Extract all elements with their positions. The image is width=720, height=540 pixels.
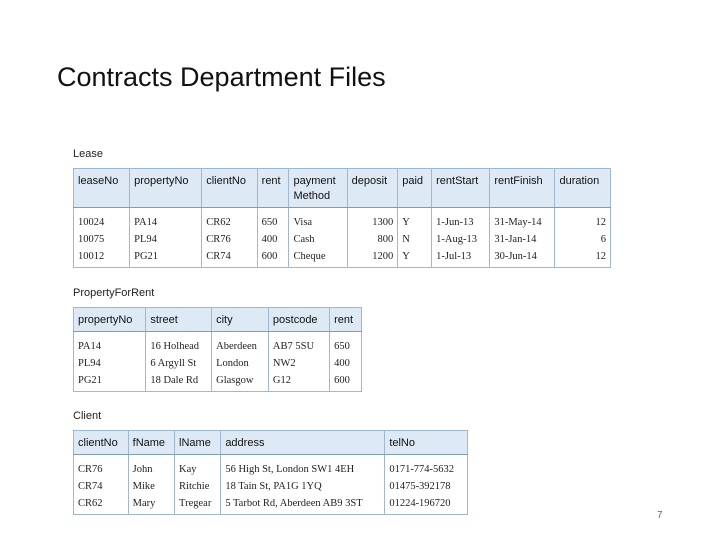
table-cell: 10024 bbox=[74, 208, 130, 232]
table-row bbox=[74, 455, 468, 479]
page-number: 7 bbox=[657, 510, 663, 521]
table-cell: 1-Jun-13 bbox=[432, 208, 490, 232]
table-cell: 0171-774-5632 bbox=[385, 455, 468, 479]
table-cell: 01475-392178 bbox=[385, 478, 468, 495]
col-header-payment-line1: payment bbox=[293, 175, 336, 187]
col-header-leaseno: leaseNo bbox=[74, 169, 130, 208]
table-row bbox=[74, 231, 611, 248]
table-cell: 600 bbox=[257, 248, 289, 268]
table-cell: CR62 bbox=[202, 208, 257, 232]
table-cell: 12 bbox=[555, 208, 611, 232]
lease-table bbox=[73, 168, 611, 268]
table-cell: Y bbox=[398, 248, 432, 268]
col-header-paid: paid bbox=[398, 169, 432, 208]
table-cell: PL94 bbox=[74, 355, 146, 372]
table-cell: 1200 bbox=[347, 248, 398, 268]
table-cell: 18 Tain St, PA1G 1YQ bbox=[221, 478, 385, 495]
table-cell: CR76 bbox=[202, 231, 257, 248]
table-cell: 5 Tarbot Rd, Aberdeen AB9 3ST bbox=[221, 495, 385, 515]
table-cell: Tregear bbox=[175, 495, 221, 515]
table-cell: Glasgow bbox=[212, 372, 269, 392]
table-cell: G12 bbox=[268, 372, 329, 392]
table-cell: CR74 bbox=[74, 478, 129, 495]
table-cell: 1300 bbox=[347, 208, 398, 232]
client-header-row bbox=[74, 431, 468, 455]
table-cell: CR62 bbox=[74, 495, 129, 515]
col-header-telno: telNo bbox=[385, 431, 468, 455]
table-cell: 1-Jul-13 bbox=[432, 248, 490, 268]
col-header-payment-line2: Method bbox=[293, 190, 331, 202]
table-cell: 6 bbox=[555, 231, 611, 248]
property-for-rent-table bbox=[73, 307, 362, 392]
table-cell: 56 High St, London SW1 4EH bbox=[221, 455, 385, 479]
table-cell: NW2 bbox=[268, 355, 329, 372]
table-cell: 6 Argyll St bbox=[146, 355, 212, 372]
slide-title: Contracts Department Files bbox=[57, 62, 386, 92]
col-header-deposit: deposit bbox=[347, 169, 398, 208]
table-cell: Aberdeen bbox=[212, 332, 269, 356]
col-header-rent: rent bbox=[330, 308, 362, 332]
col-header-fname: fName bbox=[128, 431, 174, 455]
table-cell: 31-Jan-14 bbox=[490, 231, 555, 248]
client-table-label: Client bbox=[73, 410, 102, 422]
table-cell: John bbox=[128, 455, 174, 479]
col-header-rentstart: rentStart bbox=[432, 169, 490, 208]
col-header-address: address bbox=[221, 431, 385, 455]
table-cell: 400 bbox=[257, 231, 289, 248]
col-header-clientno: clientNo bbox=[74, 431, 129, 455]
col-header-city: city bbox=[212, 308, 269, 332]
table-cell: 800 bbox=[347, 231, 398, 248]
table-row bbox=[74, 372, 362, 392]
table-row bbox=[74, 495, 468, 515]
table-cell: CR74 bbox=[202, 248, 257, 268]
table-cell: PL94 bbox=[130, 231, 202, 248]
col-header-payment-method bbox=[289, 169, 347, 208]
table-cell: N bbox=[398, 231, 432, 248]
property-for-rent-table-label: PropertyForRent bbox=[73, 287, 155, 299]
table-cell: 31-May-14 bbox=[490, 208, 555, 232]
table-cell: 1-Aug-13 bbox=[432, 231, 490, 248]
table-cell: London bbox=[212, 355, 269, 372]
table-cell: 01224-196720 bbox=[385, 495, 468, 515]
table-cell: Y bbox=[398, 208, 432, 232]
table-cell: Kay bbox=[175, 455, 221, 479]
table-cell: AB7 5SU bbox=[268, 332, 329, 356]
table-cell: Visa bbox=[289, 208, 347, 232]
property-header-row bbox=[74, 308, 362, 332]
table-cell: 650 bbox=[330, 332, 362, 356]
table-cell: 30-Jun-14 bbox=[490, 248, 555, 268]
table-cell: CR76 bbox=[74, 455, 129, 479]
col-header-duration: duration bbox=[555, 169, 611, 208]
col-header-rent: rent bbox=[257, 169, 289, 208]
table-cell: 10075 bbox=[74, 231, 130, 248]
col-header-propertyno: propertyNo bbox=[130, 169, 202, 208]
col-header-clientno: clientNo bbox=[202, 169, 257, 208]
col-header-rentfinish: rentFinish bbox=[490, 169, 555, 208]
table-cell: 16 Holhead bbox=[146, 332, 212, 356]
table-cell: PA14 bbox=[130, 208, 202, 232]
table-cell: 10012 bbox=[74, 248, 130, 268]
table-cell: 600 bbox=[330, 372, 362, 392]
table-cell: Cash bbox=[289, 231, 347, 248]
table-row bbox=[74, 355, 362, 372]
table-row bbox=[74, 478, 468, 495]
table-row bbox=[74, 248, 611, 268]
table-row bbox=[74, 332, 362, 356]
table-cell: 650 bbox=[257, 208, 289, 232]
table-cell: 18 Dale Rd bbox=[146, 372, 212, 392]
table-row bbox=[74, 208, 611, 232]
col-header-propertyno: propertyNo bbox=[74, 308, 146, 332]
table-cell: PG21 bbox=[130, 248, 202, 268]
table-cell: Cheque bbox=[289, 248, 347, 268]
table-cell: 12 bbox=[555, 248, 611, 268]
lease-table-label: Lease bbox=[73, 148, 103, 160]
table-cell: 400 bbox=[330, 355, 362, 372]
col-header-postcode: postcode bbox=[268, 308, 329, 332]
lease-header-row bbox=[74, 169, 611, 208]
table-cell: Ritchie bbox=[175, 478, 221, 495]
table-cell: Mary bbox=[128, 495, 174, 515]
col-header-lname: lName bbox=[175, 431, 221, 455]
table-cell: PA14 bbox=[74, 332, 146, 356]
col-header-street: street bbox=[146, 308, 212, 332]
table-cell: PG21 bbox=[74, 372, 146, 392]
table-cell: Mike bbox=[128, 478, 174, 495]
client-table bbox=[73, 430, 468, 515]
